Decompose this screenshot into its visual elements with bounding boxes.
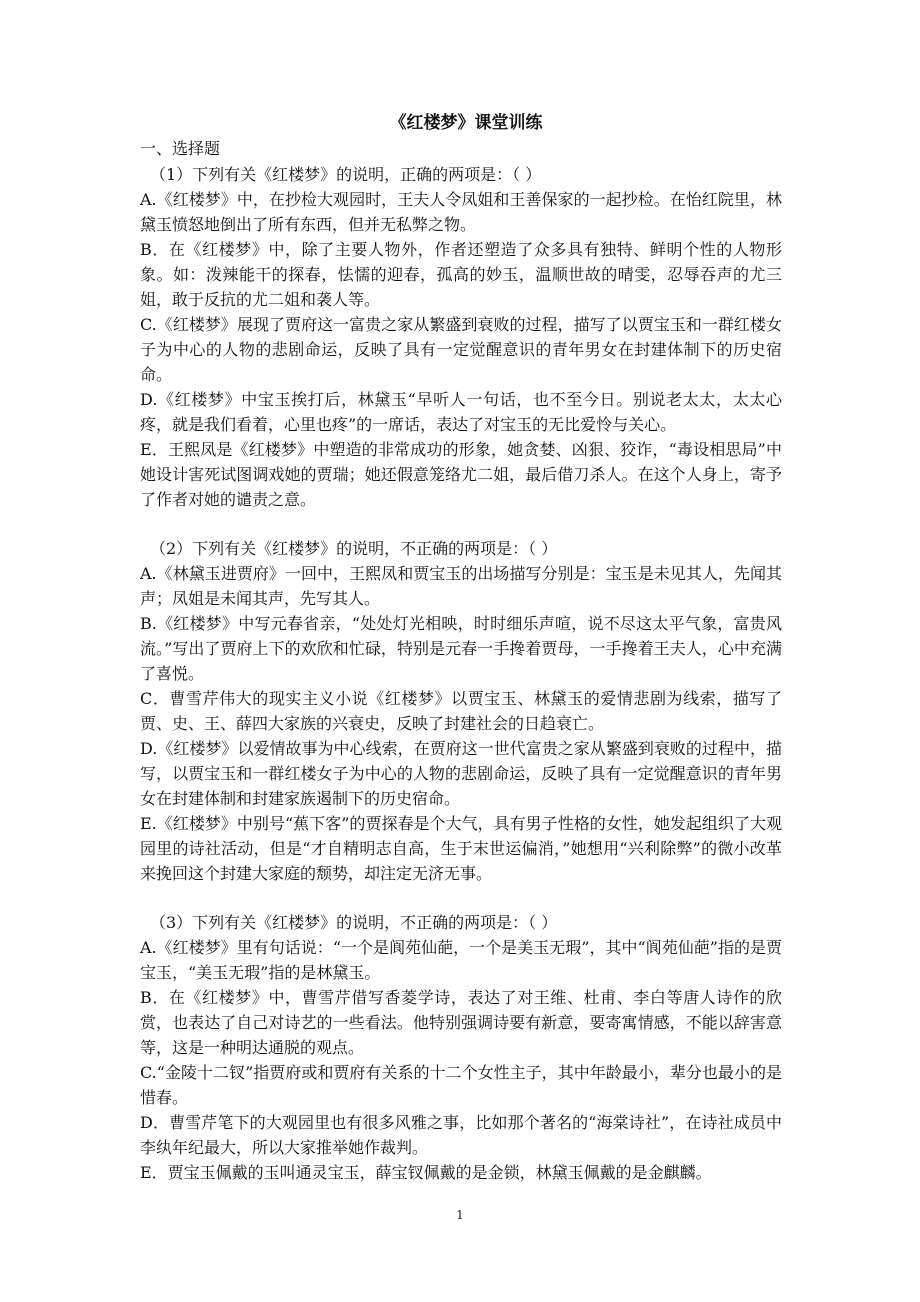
option-a: A.《林黛玉进贾府》一回中，王熙凤和贾宝玉的出场描写分别是：宝玉是未见其人，先闻其声；凤姐是未闻其声，先写其人。 (140, 564, 782, 608)
question-3 (140, 910, 782, 1185)
option-b: B.《红楼梦》中写元春省亲，“处处灯光相映，时时细乐声喧，说不尽这太平气象，富贵风流。”写出了贾府上下的欢欣和忙碌，特别是元春一手搀着贾母，一手搀着王夫人，心中充满了喜悦。 (140, 614, 782, 683)
option-a: A.《红楼梦》中，在抄检大观园时，王夫人令凤姐和王善保家的一起抄检。在怡红院里，林黛玉愤怒地倒出了所有东西，但并无私弊之物。 (140, 190, 782, 234)
question-stem: （3）下列有关《红楼梦》的说明，不正确的两项是：（ ） (150, 913, 558, 932)
question-2 (140, 536, 782, 886)
question-stem: （1）下列有关《红楼梦》的说明，正确的两项是：（ ） (150, 165, 542, 184)
option-b: B．在《红楼梦》中，除了主要人物外，作者还塑造了众多具有独特、鲜明个性的人物形象。如：泼辣能干的探春，怯懦的迎春，孤高的妙玉，温顺世故的晴雯，忍辱吞声的尤三姐，敢于反抗的尤二姐和袭人等。 (140, 240, 782, 309)
option-c: C．曹雪芹伟大的现实主义小说《红楼梦》以贾宝玉、林黛玉的爱情悲剧为线索，描写了贾、史、王、薛四大家族的兴衰史，反映了封建社会的日趋衰亡。 (140, 689, 782, 733)
page-number: 1 (456, 1208, 464, 1222)
document-title: 《红楼梦》课堂训练 (389, 113, 543, 133)
option-d: D.《红楼梦》以爱情故事为中心线索，在贾府这一世代富贵之家从繁盛到衰败的过程中，描写，以贾宝玉和一群红楼女子为中心的人物的悲剧命运，反映了具有一定觉醒意识的青年男女在封建体制和封建家族遏制下的历史宿命。 (140, 739, 782, 808)
option-d: D．曹雪芹笔下的大观园里也有很多风雅之事，比如那个著名的“海棠诗社”，在诗社成员中李纨年纪最大，所以大家推举她作裁判。 (140, 1113, 782, 1157)
question-1 (140, 162, 782, 512)
option-d: D.《红楼梦》中宝玉挨打后，林黛玉“早听人一句话，也不至今日。别说老太太，太太心疼，就是我们看着，心里也疼”的一席话，表达了对宝玉的无比爱怜与关心。 (140, 390, 782, 434)
option-b: B．在《红楼梦》中，曹雪芹借写香菱学诗，表达了对王维、杜甫、李白等唐人诗作的欣赏，也表达了自己对诗艺的一些看法。他特别强调诗要有新意，要寄寓情感，不能以辞害意等，这是一种明达通脱的观点。 (140, 988, 782, 1057)
option-e: E．贾宝玉佩戴的玉叫通灵宝玉，薛宝钗佩戴的是金锁，林黛玉佩戴的是金麒麟。 (140, 1163, 712, 1182)
section-heading: 一、选择题 (140, 139, 221, 158)
option-c: C.“金陵十二钗”指贾府或和贾府有关系的十二个女性主子，其中年龄最小，辈分也最小的是惜春。 (140, 1063, 782, 1107)
document-page (140, 110, 782, 1185)
option-e: E．王熙凤是《红楼梦》中塑造的非常成功的形象，她贪婪、凶狠、狡诈，“毒设相思局”中她设计害死试图调戏她的贾瑞；她还假意笼络尤二姐，最后借刀杀人。在这个人身上，寄予了作者对她的谴责之意。 (140, 440, 782, 509)
option-e: E.《红楼梦》中别号“蕉下客”的贾探春是个大气，具有男子性格的女性，她发起组织了大观园里的诗社活动，但是“才自精明志自高，生于末世运偏消，”她想用“兴利除弊”的微小改革来挽回这个封建大家庭的颓势，却注定无济无事。 (140, 814, 782, 883)
question-stem: （2）下列有关《红楼梦》的说明，不正确的两项是：（ ） (150, 539, 558, 558)
option-a: A.《红楼梦》里有句话说：“一个是阆苑仙葩，一个是美玉无瑕”，其中“阆苑仙葩”指的是贾宝玉，“美玉无瑕”指的是林黛玉。 (140, 938, 782, 982)
option-c: C.《红楼梦》展现了贾府这一富贵之家从繁盛到衰败的过程，描写了以贾宝玉和一群红楼女子为中心的人物的悲剧命运，反映了具有一定觉醒意识的青年男女在封建体制下的历史宿命。 (140, 315, 782, 384)
